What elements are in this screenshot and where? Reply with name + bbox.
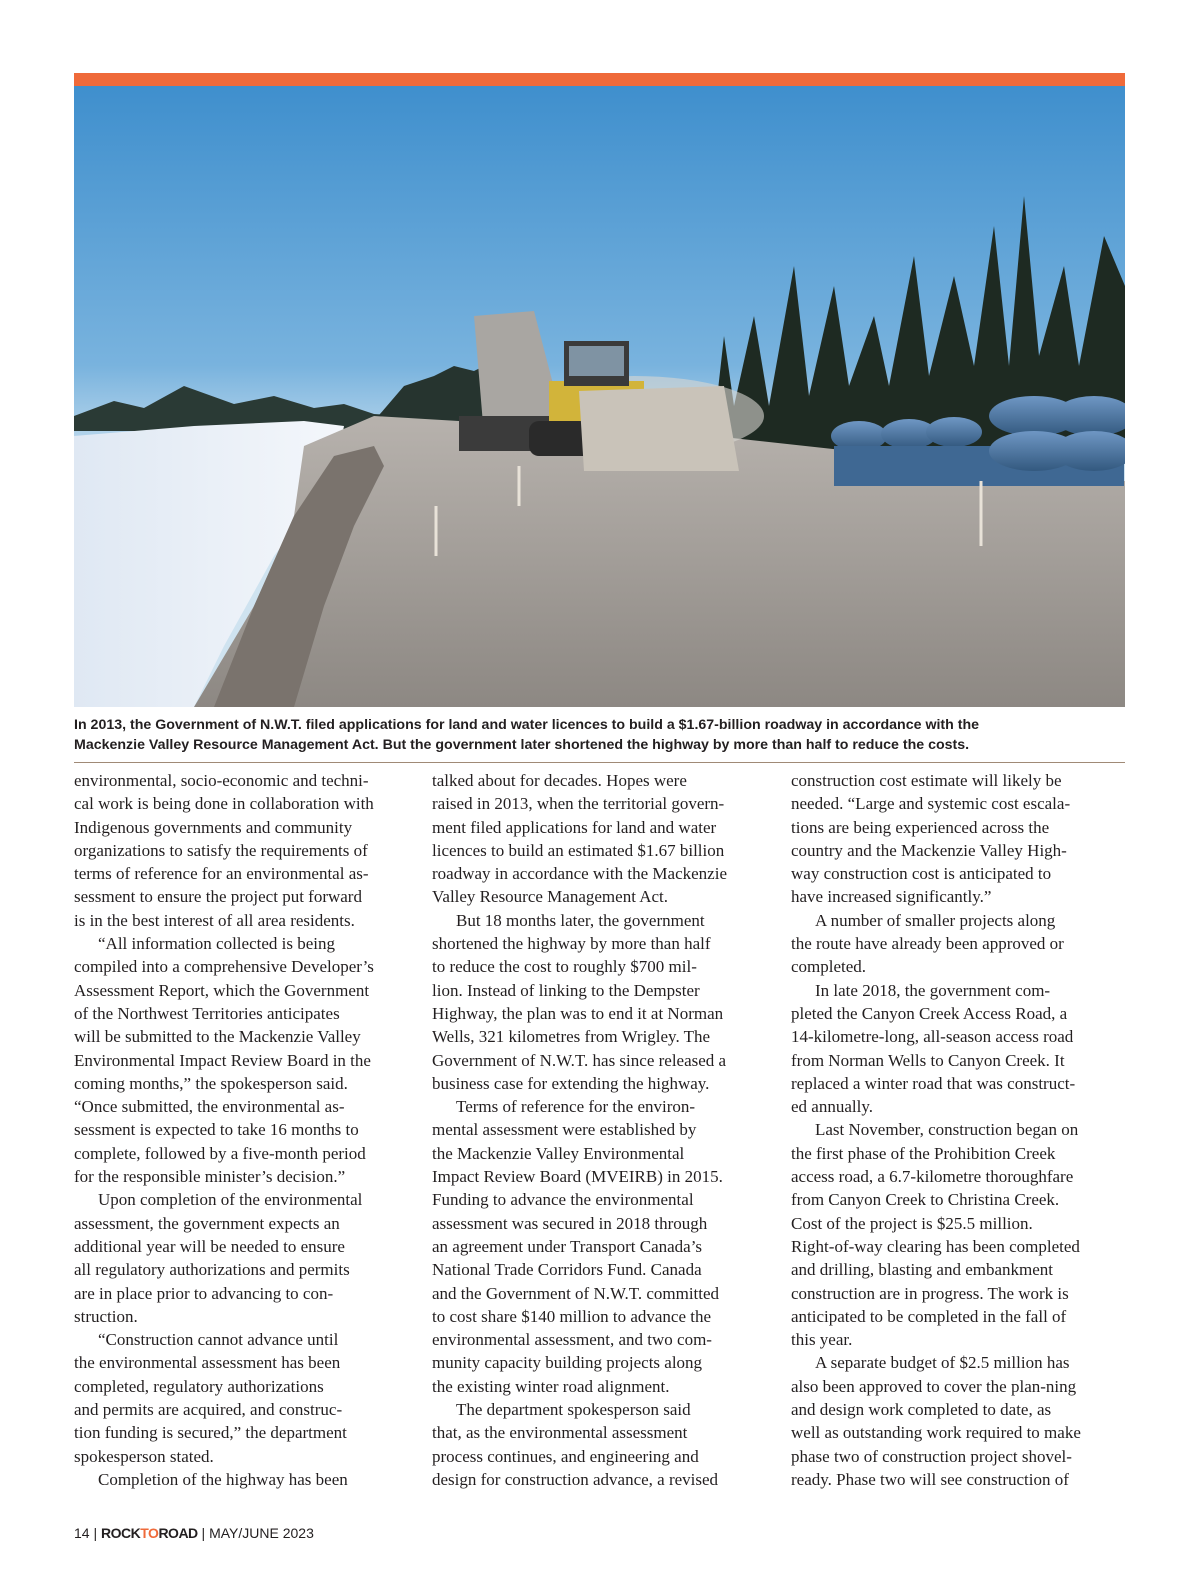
body-text-line: spokesperson stated. xyxy=(74,1446,214,1466)
body-text-line: construction cost estimate will likely be xyxy=(791,771,1062,790)
body-text-line: anticipated to be completed in the fall of xyxy=(791,1306,1067,1326)
body-text-line: this year. xyxy=(791,1330,853,1350)
text-column-3 xyxy=(791,769,1129,1491)
body-text-line: to cost share $140 million to advance the xyxy=(432,1306,712,1326)
body-text-line: talked about for decades. Hopes were xyxy=(432,771,687,790)
body-text-line: Impact Review Board (MVEIRB) in 2015. xyxy=(432,1167,723,1187)
body-text-line: the first phase of the Prohibition Creek xyxy=(791,1143,1056,1163)
body-text-line: roadway in accordance with the Mackenzie xyxy=(432,864,727,884)
body-text-line: Last November, construction began on xyxy=(815,1120,1079,1140)
orange-header-bar xyxy=(74,73,1125,86)
body-text-line: But 18 months later, the government xyxy=(456,910,705,930)
body-text-line: Funding to advance the environmental xyxy=(432,1190,694,1210)
body-text-line: The department spokesperson said xyxy=(456,1400,691,1420)
body-text-line: an agreement under Transport Canada’s xyxy=(432,1236,703,1256)
body-text-line: from Canyon Creek to Christina Creek. xyxy=(791,1190,1060,1210)
body-text-line: licences to build an estimated $1.67 billion xyxy=(432,840,725,860)
body-text-line: the environmental assessment has been xyxy=(74,1353,341,1373)
body-text-line: mental assessment were established by xyxy=(432,1120,697,1140)
body-text-line: additional year will be needed to ensure xyxy=(74,1236,345,1256)
body-text-line: National Trade Corridors Fund. Canada xyxy=(432,1260,702,1280)
text-column-2 xyxy=(432,769,770,1491)
body-text-line: for the responsible minister’s decision.” xyxy=(74,1167,346,1187)
issue-date: MAY/JUNE 2023 xyxy=(209,1525,314,1541)
body-text-line: Assessment Report, which the Government xyxy=(74,980,370,1000)
body-text-line: from Norman Wells to Canyon Creek. It xyxy=(791,1050,1065,1070)
body-text-line: that, as the environmental assessment xyxy=(432,1423,688,1443)
body-text-line: to reduce the cost to roughly $700 mil- xyxy=(432,957,697,977)
body-text-line: struction. xyxy=(74,1306,138,1326)
body-text-line: assessment was secured in 2018 through xyxy=(432,1213,708,1233)
body-text-line: tions are being experienced across the xyxy=(791,817,1050,837)
logo-to: TO xyxy=(140,1525,159,1541)
body-text-line: tion funding is secured,” the department xyxy=(74,1423,347,1443)
body-text-line: pleted the Canyon Creek Access Road, a xyxy=(791,1003,1068,1023)
body-text-line: In late 2018, the government com- xyxy=(815,980,1051,1000)
body-text-line: munity capacity building projects along xyxy=(432,1353,703,1373)
body-text-line: process continues, and engineering and xyxy=(432,1446,699,1466)
body-text-line: will be submitted to the Mackenzie Valley xyxy=(74,1027,361,1047)
magazine-logo xyxy=(101,1525,198,1541)
body-text-line: complete, followed by a five-month period xyxy=(74,1143,366,1163)
body-text-line: Environmental Impact Review Board in the xyxy=(74,1050,371,1070)
body-text-line: Completion of the highway has been xyxy=(98,1469,348,1489)
body-text-line: 14-kilometre-long, all-season access road xyxy=(791,1027,1074,1047)
body-text-line: completed, regulatory authorizations xyxy=(74,1376,324,1396)
body-text-line: Highway, the plan was to end it at Norman xyxy=(432,1003,724,1023)
logo-road: ROAD xyxy=(158,1525,198,1541)
body-text-line: Valley Resource Management Act. xyxy=(432,887,669,907)
body-text-line: ment filed applications for land and water xyxy=(432,817,717,837)
logo-rock: ROCK xyxy=(101,1525,141,1541)
body-text-line: phase two of construction project shovel- xyxy=(791,1446,1072,1466)
body-text-line: and permits are acquired, and construc- xyxy=(74,1400,343,1420)
body-text-line: Wells, 321 kilometres from Wrigley. The xyxy=(432,1027,711,1047)
body-text-line: replaced a winter road that was construct- xyxy=(791,1073,1076,1093)
body-text-line: ready. Phase two will see construction of xyxy=(791,1469,1069,1489)
body-text-line: cal work is being done in collaboration with xyxy=(74,794,374,814)
body-text-line: is in the best interest of all area residents. xyxy=(74,910,355,930)
body-text-line: Cost of the project is $25.5 million. xyxy=(791,1213,1033,1233)
body-text-line: well as outstanding work required to make xyxy=(791,1423,1081,1443)
body-text-line: access road, a 6.7-kilometre thoroughfare xyxy=(791,1167,1074,1187)
caption-divider xyxy=(74,762,1125,763)
body-text-line: business case for extending the highway. xyxy=(432,1073,710,1093)
body-text-line: lion. Instead of linking to the Dempster xyxy=(432,980,700,1000)
footer-separator: | xyxy=(89,1525,101,1541)
body-text-line: “Once submitted, the environmental as- xyxy=(74,1097,345,1117)
body-text-line: compiled into a comprehensive Developer’s xyxy=(74,957,374,977)
page-number: 14 xyxy=(74,1525,90,1541)
body-text-line: Upon completion of the environmental xyxy=(98,1190,363,1210)
body-text-line: shortened the highway by more than half xyxy=(432,934,711,954)
body-text-line: sessment is expected to take 16 months to xyxy=(74,1120,359,1140)
body-text-line: country and the Mackenzie Valley High- xyxy=(791,840,1067,860)
body-text-line: terms of reference for an environmental as- xyxy=(74,864,369,884)
body-text-line: and drilling, blasting and embankment xyxy=(791,1260,1054,1280)
body-text-line: and the Government of N.W.T. committed xyxy=(432,1283,720,1303)
body-text-line: environmental, socio-economic and techni- xyxy=(74,771,369,790)
body-text-line: the route have already been approved or xyxy=(791,934,1064,954)
body-text-line: the Mackenzie Valley Environmental xyxy=(432,1143,685,1163)
body-text-line: environmental assessment, and two com- xyxy=(432,1330,712,1350)
body-text-line: also been approved to cover the plan-ning xyxy=(791,1376,1077,1396)
body-text-line: all regulatory authorizations and permits xyxy=(74,1260,350,1280)
body-text-line: of the Northwest Territories anticipates xyxy=(74,1003,340,1023)
photo-caption xyxy=(74,716,1125,755)
body-text-line: needed. “Large and systemic cost escala- xyxy=(791,794,1071,814)
body-text-line: Government of N.W.T. has since released a xyxy=(432,1050,727,1070)
body-text-line: coming months,” the spokesperson said. xyxy=(74,1073,348,1093)
body-text-line: organizations to satisfy the requirements of xyxy=(74,840,368,860)
page-footer xyxy=(74,1525,314,1541)
body-text-line: ed annually. xyxy=(791,1097,873,1117)
text-column-1 xyxy=(74,769,412,1491)
body-text-line: raised in 2013, when the territorial govern- xyxy=(432,794,725,814)
body-text-line: and design work completed to date, as xyxy=(791,1400,1052,1420)
caption-line: Mackenzie Valley Resource Management Act. But the government later shortened the highway by more than half to reduce the costs. xyxy=(74,736,970,753)
body-text-line: way construction cost is anticipated to xyxy=(791,864,1052,884)
caption-line: In 2013, the Government of N.W.T. filed applications for land and water licences to build a $1.67-billion roadway in accordance with the xyxy=(74,717,980,733)
road-construction-photo xyxy=(74,86,1125,707)
body-text-line: design for construction advance, a revised xyxy=(432,1469,719,1489)
body-text-line: Right-of-way clearing has been completed xyxy=(791,1236,1080,1256)
body-text-line: Indigenous governments and community xyxy=(74,817,353,837)
body-text-line: assessment, the government expects an xyxy=(74,1213,340,1233)
body-text-line: have increased significantly.” xyxy=(791,887,992,907)
body-text-line: the existing winter road alignment. xyxy=(432,1376,670,1396)
body-text-line: Terms of reference for the environ- xyxy=(456,1097,696,1117)
body-text-line: “Construction cannot advance until xyxy=(98,1330,339,1350)
body-text-line: completed. xyxy=(791,957,867,977)
footer-separator: | xyxy=(197,1525,210,1541)
body-text-line: are in place prior to advancing to con- xyxy=(74,1283,334,1303)
body-text-line: “All information collected is being xyxy=(98,934,335,954)
body-text-line: A separate budget of $2.5 million has xyxy=(815,1353,1070,1373)
body-text-line: construction are in progress. The work is xyxy=(791,1283,1069,1303)
body-text-line: A number of smaller projects along xyxy=(815,910,1056,930)
body-text-line: sessment to ensure the project put forward xyxy=(74,887,362,907)
